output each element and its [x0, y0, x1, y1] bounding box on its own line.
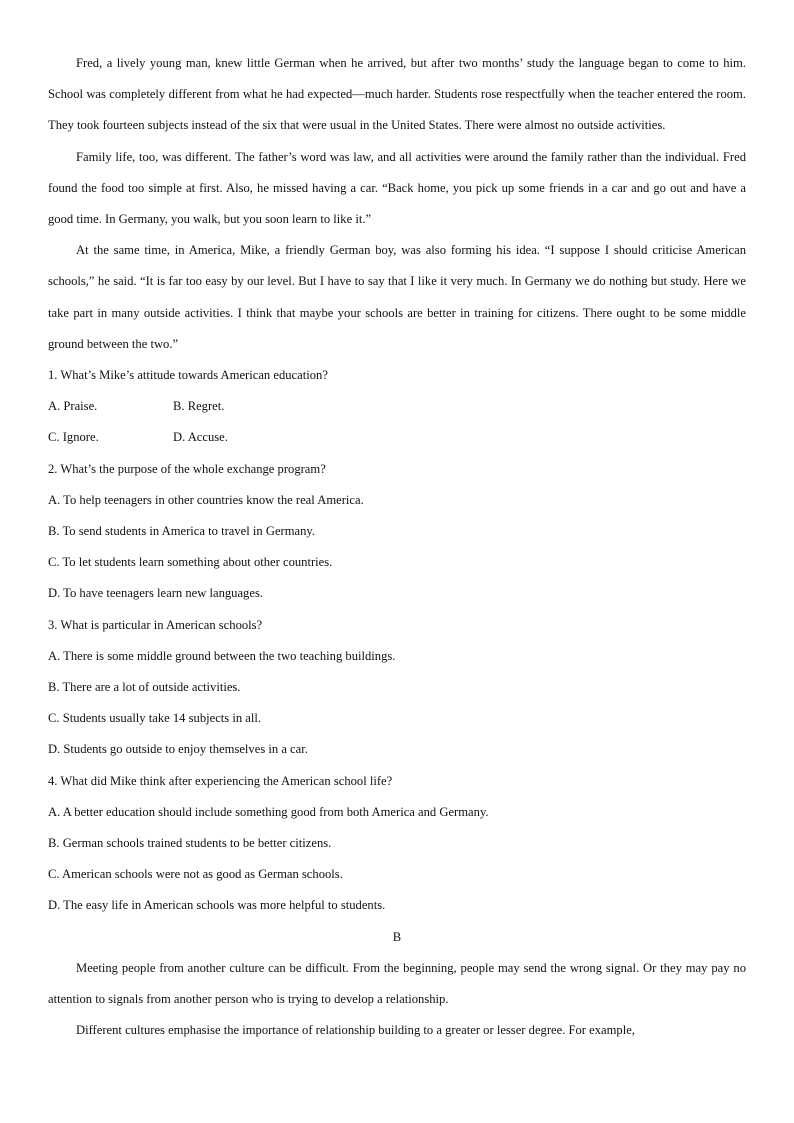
question-1-option-d: D. Accuse. — [173, 430, 228, 445]
question-4-option-a: A. A better education should include something good from both America and Germany. — [48, 804, 489, 819]
question-2-option-c: C. To let students learn something about other countries. — [48, 555, 333, 570]
question-2-option-b: B. To send students in America to travel in Germany. — [48, 524, 316, 539]
question-4-stem: 4. What did Mike think after experiencing the American school life? — [48, 773, 393, 788]
question-4-option-d: D. The easy life in American schools was more helpful to students. — [48, 898, 386, 913]
question-3-option-d: D. Students go outside to enjoy themselves in a car. — [48, 742, 308, 757]
question-4-option-b: B. German schools trained students to be better citizens. — [48, 836, 332, 851]
question-1-option-b: B. Regret. — [173, 399, 225, 414]
question-1-options-row-2 — [48, 422, 746, 453]
question-2-option-a: A. To help teenagers in other countries know the real America. — [48, 492, 364, 507]
question-2-stem: 2. What’s the purpose of the whole exchange program? — [48, 461, 326, 476]
question-3-option-a: A. There is some middle ground between the two teaching buildings. — [48, 648, 396, 663]
question-1-stem: 1. What’s Mike’s attitude towards American education? — [48, 368, 328, 383]
question-4-option-c: C. American schools were not as good as German schools. — [48, 867, 343, 882]
question-3-option-b: B. There are a lot of outside activities. — [48, 680, 241, 695]
passage-b-paragraph-1: Meeting people from another culture can be difficult. From the beginning, people may send the wrong signal. Or they may pay no attention to signals from another person who is trying to develop a relationship. — [48, 960, 746, 1007]
question-1-option-a: A. Praise. — [48, 399, 98, 414]
passage-b-heading: B — [392, 929, 402, 944]
document-content — [48, 48, 746, 1047]
passage-a-paragraph-1: Fred, a lively young man, knew little German when he arrived, but after two months’ study the language began to come to him. School was completely different from what he had expected—much harder. Students rose respectfully when the teacher entered the room. They took fourteen subjects instead of the six that were usual in the United States. There were almost no outside activities. — [48, 56, 746, 133]
passage-b-paragraph-2: Different cultures emphasise the importance of relationship building to a greater or lesser degree. For example, — [76, 1023, 635, 1038]
question-1-options-row-1 — [48, 391, 746, 422]
question-2-option-d: D. To have teenagers learn new languages. — [48, 586, 263, 601]
passage-a-paragraph-3: At the same time, in America, Mike, a friendly German boy, was also forming his idea. “I suppose I should criticise American schools,” he said. “It is far too easy by our level. But I have to say that I like it very much. In Germany we do nothing but study. Here we take part in many outside activities. I think that maybe your schools are better in training for citizens. There ought to be some middle ground between the two.” — [48, 243, 746, 351]
question-1-option-c: C. Ignore. — [48, 430, 99, 445]
question-3-stem: 3. What is particular in American schools? — [48, 617, 263, 632]
question-3-option-c: C. Students usually take 14 subjects in all. — [48, 711, 262, 726]
passage-a-paragraph-2: Family life, too, was different. The father’s word was law, and all activities were around the family rather than the individual. Fred found the food too simple at first. Also, he missed having a car. “Back home, you pick up some friends in a car and go out and have a good time. In Germany, you walk, but you soon learn to like it.” — [48, 149, 746, 227]
